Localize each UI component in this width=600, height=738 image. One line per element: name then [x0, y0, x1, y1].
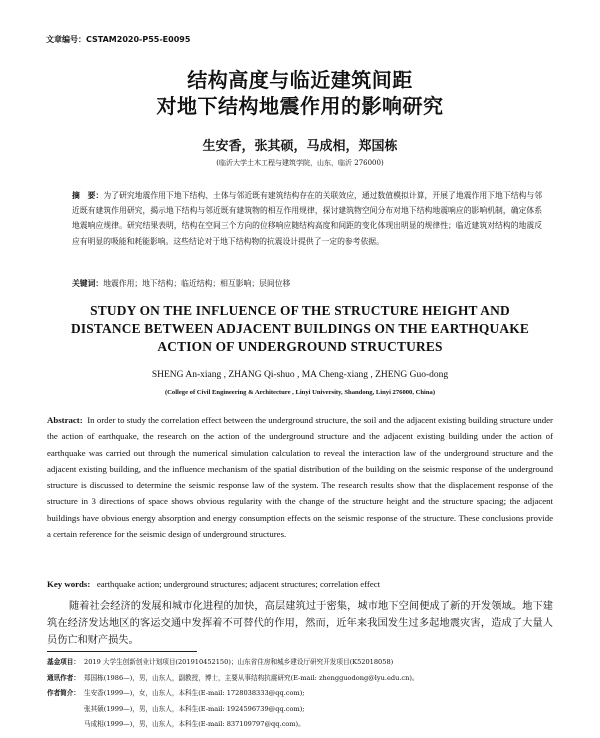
footnote-corresponding-label: 通讯作者： [47, 673, 80, 682]
cn-keywords-label: 关键词： [72, 279, 104, 288]
en-keywords-label: Key words: [47, 579, 91, 589]
intro-paragraph: 随着社会经济的发展和城市化进程的加快，高层建筑过于密集，城市地下空间便成了新的开发领域。地下建筑在经济发达地区的客运交通中发挥着不可替代的作用，然而，近年来我国发生过多起地震灾害，造成了大量人员伤亡和财产损失。 [47, 601, 553, 646]
cn-keywords-text: 地震作用；地下结构；临近结构；相互影响；层间位移 [103, 279, 291, 288]
cn-abstract-label: 摘 要： [72, 191, 104, 200]
en-title-line-3: ACTION OF UNDERGROUND STRUCTURES [157, 339, 443, 354]
footnotes [47, 655, 567, 733]
en-title-line-1: STUDY ON THE INFLUENCE OF THE STRUCTURE HEIGHT AND [90, 303, 510, 318]
footnote-author-3-text: 马成相(1999—)，男，山东人，本科生(E-mail: 837109797@qq.com)。 [84, 720, 305, 728]
en-abstract-label: Abstract: [47, 415, 83, 425]
footnote-author-2 [47, 702, 567, 718]
cn-abstract-text: 为了研究地震作用下地下结构、土体与邻近既有建筑结构存在的关联效应，通过数值模拟计算，开展了地震作用下地下结构与邻近既有建筑作用研究，揭示地下结构与邻近既有建筑物的相互作用规律，探讨建筑物空间分布对地下结构地震响应的影响机制，确定体系地震响应规律。研究结果表明，结构在空间三个方向的位移响应随结构高度和间距的变化体现出明显的规律性；临近建筑对结构的地震反应有明显的吸能和耗能影响。这些结论对于地下结构物的抗震设计提供了一定的参考依据。 [72, 191, 543, 246]
en-abstract [47, 412, 553, 542]
footnote-fund-text: 2019 大学生创新创业计划项目(201910452150)；山东省住房和城乡建设厅研究开发项目(K52018058) [84, 658, 394, 666]
footnote-fund-label: 基金项目： [47, 658, 80, 666]
cn-title-line-2: 对地下结构地震作用的影响研究 [156, 94, 444, 118]
cn-keywords [72, 278, 542, 289]
footnote-author-1 [47, 686, 567, 702]
en-keywords [47, 579, 553, 589]
footnote-corresponding [47, 671, 567, 687]
footnote-author-3 [47, 717, 567, 733]
article-id: 文章编号：CSTAM2020-P55-E0095 [46, 35, 191, 44]
en-abstract-text: In order to study the correlation effect between the underground structure, the soil and the adjacent existing building structure under the action of earthquake, the research on the action of the underground structure and the adjacent existing building under the action of earthquake was carried out through the numerical simulation calculation to reveal the interaction law of the underground structure and the adjacent existing building, and the influence mechanism of the spatial distribution of the building on the seismic response of the underground structure is discussed to determine the seismic response law of the system. The research results show that the displacement response of the structure in 3 directions of space shows obvious regularity with the change of the structure height and the structure spacing; the adjacent buildings have obvious energy absorption and energy consumption effects on the seismic response of the structure. These conclusions provide a certain reference for the seismic design of underground structures. [47, 415, 553, 540]
footnote-divider [47, 651, 197, 652]
footnote-authors-label: 作者简介： [47, 689, 80, 697]
en-affiliation: (College of Civil Engineering & Architecture , Linyi University, Shandong, Linyi 276000, China) [164, 389, 436, 396]
cn-authors: 生安香，张其硕，马成相，郑国栋 [202, 139, 398, 154]
cn-title-line-1: 结构高度与临近建筑间距 [187, 68, 413, 92]
footnote-corresponding-text: 郑国栋(1986—)，男，山东人，副教授，博士，主要从事结构抗震研究(E-mail: zhengguodong@lyu.edu.cn)。 [84, 673, 419, 682]
cn-abstract [72, 188, 542, 249]
footnote-author-1-text: 生安香(1999—)，女，山东人，本科生(E-mail: 1728038333@qq.com); [84, 689, 305, 697]
footnote-fund [47, 655, 567, 671]
cn-affiliation: (临沂大学土木工程与建筑学院，山东，临沂 276000) [216, 159, 384, 167]
en-authors: SHENG An-xiang , ZHANG Qi-shuo , MA Cheng-xiang , ZHENG Guo-dong [151, 370, 449, 380]
en-title-line-2: DISTANCE BETWEEN ADJACENT BUILDINGS ON THE EARTHQUAKE [70, 321, 530, 336]
footnote-author-2-text: 张其硕(1999—)，男，山东人，本科生(E-mail: 1924596739@qq.com); [84, 704, 305, 713]
en-keywords-text: earthquake action; underground structures; adjacent structures; correlation effect [96, 579, 381, 589]
